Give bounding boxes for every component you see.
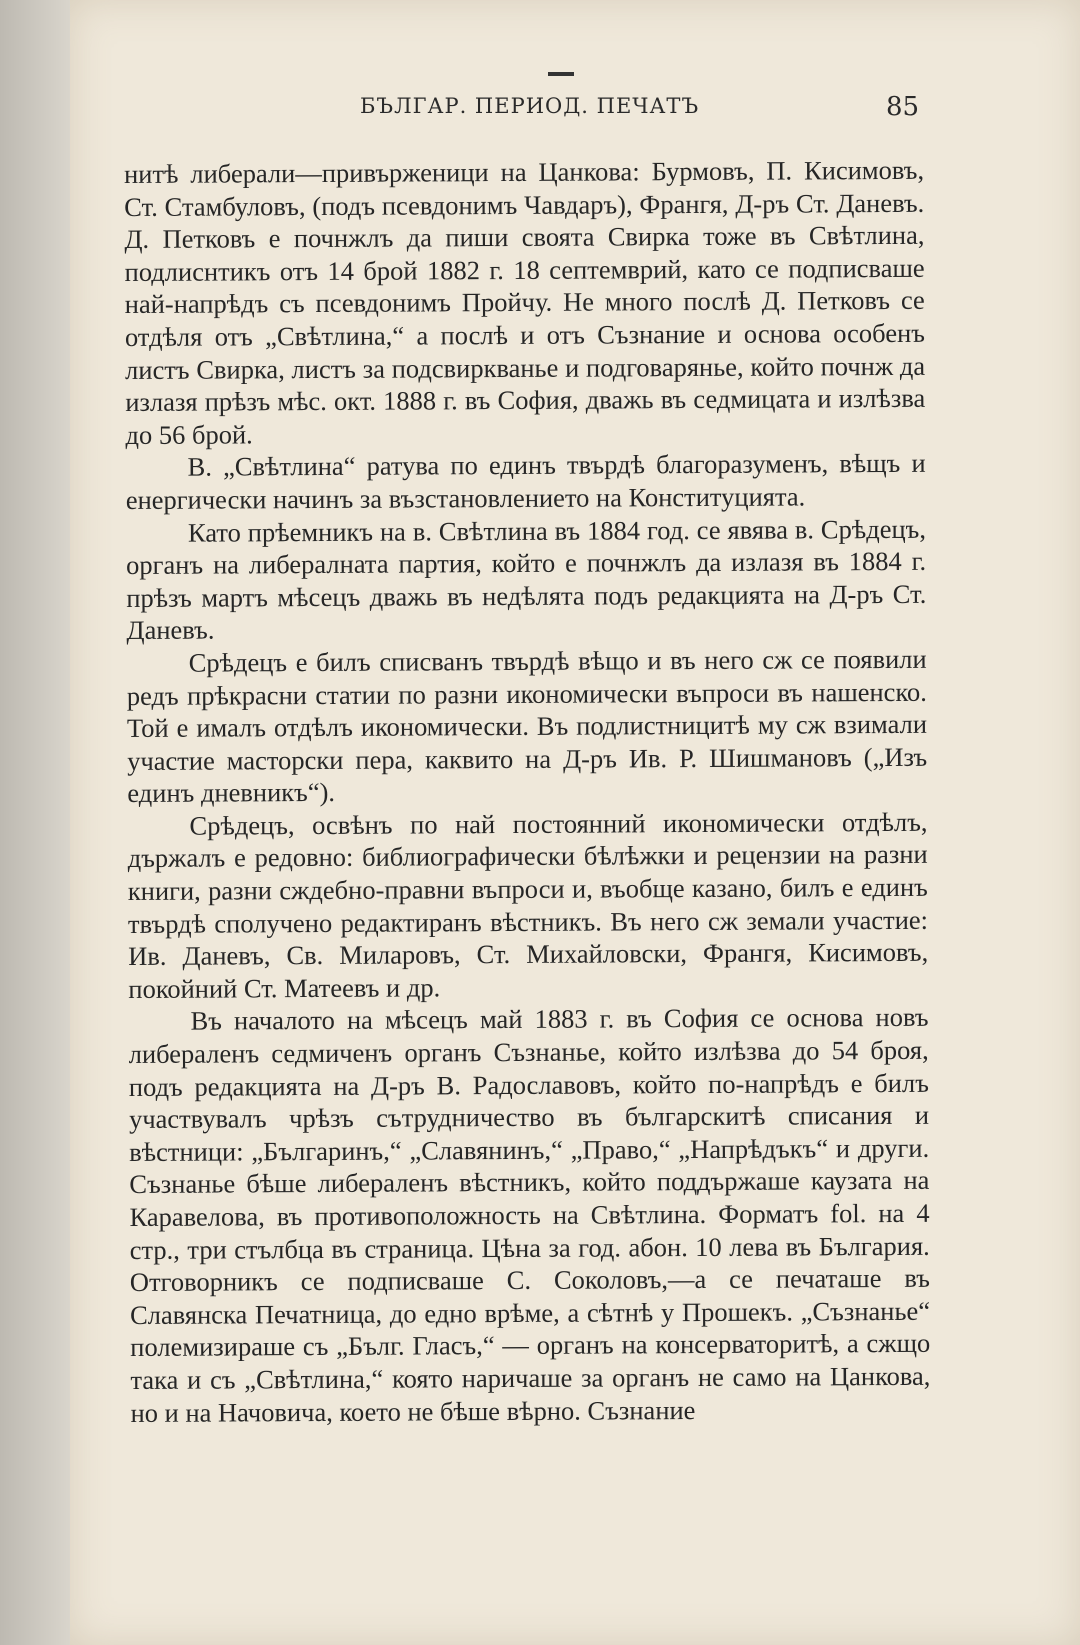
book-page xyxy=(70,0,1080,1645)
running-head: БЪЛГАР. ПЕРИОД. ПЕЧАТЪ xyxy=(360,94,700,118)
paragraph-2: В. „Свѣтлина“ ратува по единъ твърдѣ благоразуменъ, вѣщъ и енергически начинъ за възстановлението на Конституцията. xyxy=(125,448,926,515)
paragraph-3: Като прѣемникъ на в. Свѣтлина въ 1884 год. се явява в. Срѣдецъ, органъ на либералната партия, който е почнжлъ да излазя въ 1884 г. прѣзъ мартъ мѣсецъ дважь въ недѣлята подъ редакцията на Д-ръ Ст. Даневъ. xyxy=(126,513,927,646)
page-number: 85 xyxy=(886,92,920,122)
paragraph-6: Въ началото на мѣсецъ май 1883 г. въ София се основа новъ либераленъ седмиченъ органъ Съзнанье, който излѣзва до 54 броя, подъ редакцията на Д-ръ В. Радославовъ, който по-напрѣдъ е билъ участвувалъ чрѣзъ сътрудничество въ българскитѣ списания и вѣстници: „Българинъ,“ „Славянинъ,“ „Право,“ „Напрѣдъкъ“ и други. Съзнанье бѣше либераленъ вѣстникъ, който поддържаше каузата на Каравелова, въ противоположность на Свѣтлина. Форматъ fol. на 4 стр., три стълбца въ страница. Цѣна за год. абон. 10 лева въ България. Отговорникъ се подписваше С. Соколовъ,—а се печаташе въ Славянска Печатница, до едно врѣме, а сѣтнѣ у Прошекъ. „Съзнанье“ полемизираше съ „Бълг. Гласъ,“ — органъ на консерваторитѣ, а сжщо така и съ „Свѣтлина,“ която наричаше за органъ не само на Цанкова, но и на Начовича, което не бѣше вѣрно. Съзнание xyxy=(128,1002,931,1428)
paragraph-5: Срѣдецъ, освѣнъ по най постоянний икономически отдѣлъ, държалъ е редовно: библиографически бѣлѣжки и рецензии на разни книги, разни сждебно-правни въпроси и, въобще казано, билъ е единъ твърдѣ сполучено редактиранъ вѣстникъ. Въ него сж земали участие: Ив. Даневъ, Св. Миларовъ, Ст. Михайловски, Франгя, Кисимовъ, покойний Ст. Матеевъ и др. xyxy=(127,806,929,1004)
paragraph-4: Срѣдецъ е билъ списванъ твърдѣ вѣщо и въ него сж се появили редъ прѣкрасни статии по разни икономически въпроси въ нашенско. Той е ималъ отдѣлъ икономически. Въ подлистницитѣ му сж взимали участие масторски пера, каквито на Д-ръ Ив. Р. Шишмановъ („Изъ единъ дневникъ“). xyxy=(126,643,928,809)
paragraph-1: нитѣ либерали—привърженици на Цанкова: Бурмовъ, П. Кисимовъ, Ст. Стамбуловъ, (подъ псевдонимъ Чавдаръ), Франгя, Д-ръ Ст. Даневъ. Д. Петковъ е почнжлъ да пиши своята Свирка тоже въ Свѣтлина, подлиснтикъ отъ 14 брой 1882 г. 18 септемврий, като се подписваше най-напрѣдъ съ псевдонимъ Пройчу. Не много послѣ Д. Петковъ се отдѣля отъ „Свѣтлина,“ а послѣ и отъ Съзнание и основа особенъ листъ Свирка, листъ за подсвиркванье и подговарянье, който почнж да излазя прѣзъ мѣс. окт. 1888 г. въ София, дважь въ седмицата и излѣзва до 56 брой. xyxy=(124,154,926,450)
body-text xyxy=(124,154,931,1429)
top-ornament-dash xyxy=(548,72,574,76)
page-edge-shadow xyxy=(0,0,70,1645)
